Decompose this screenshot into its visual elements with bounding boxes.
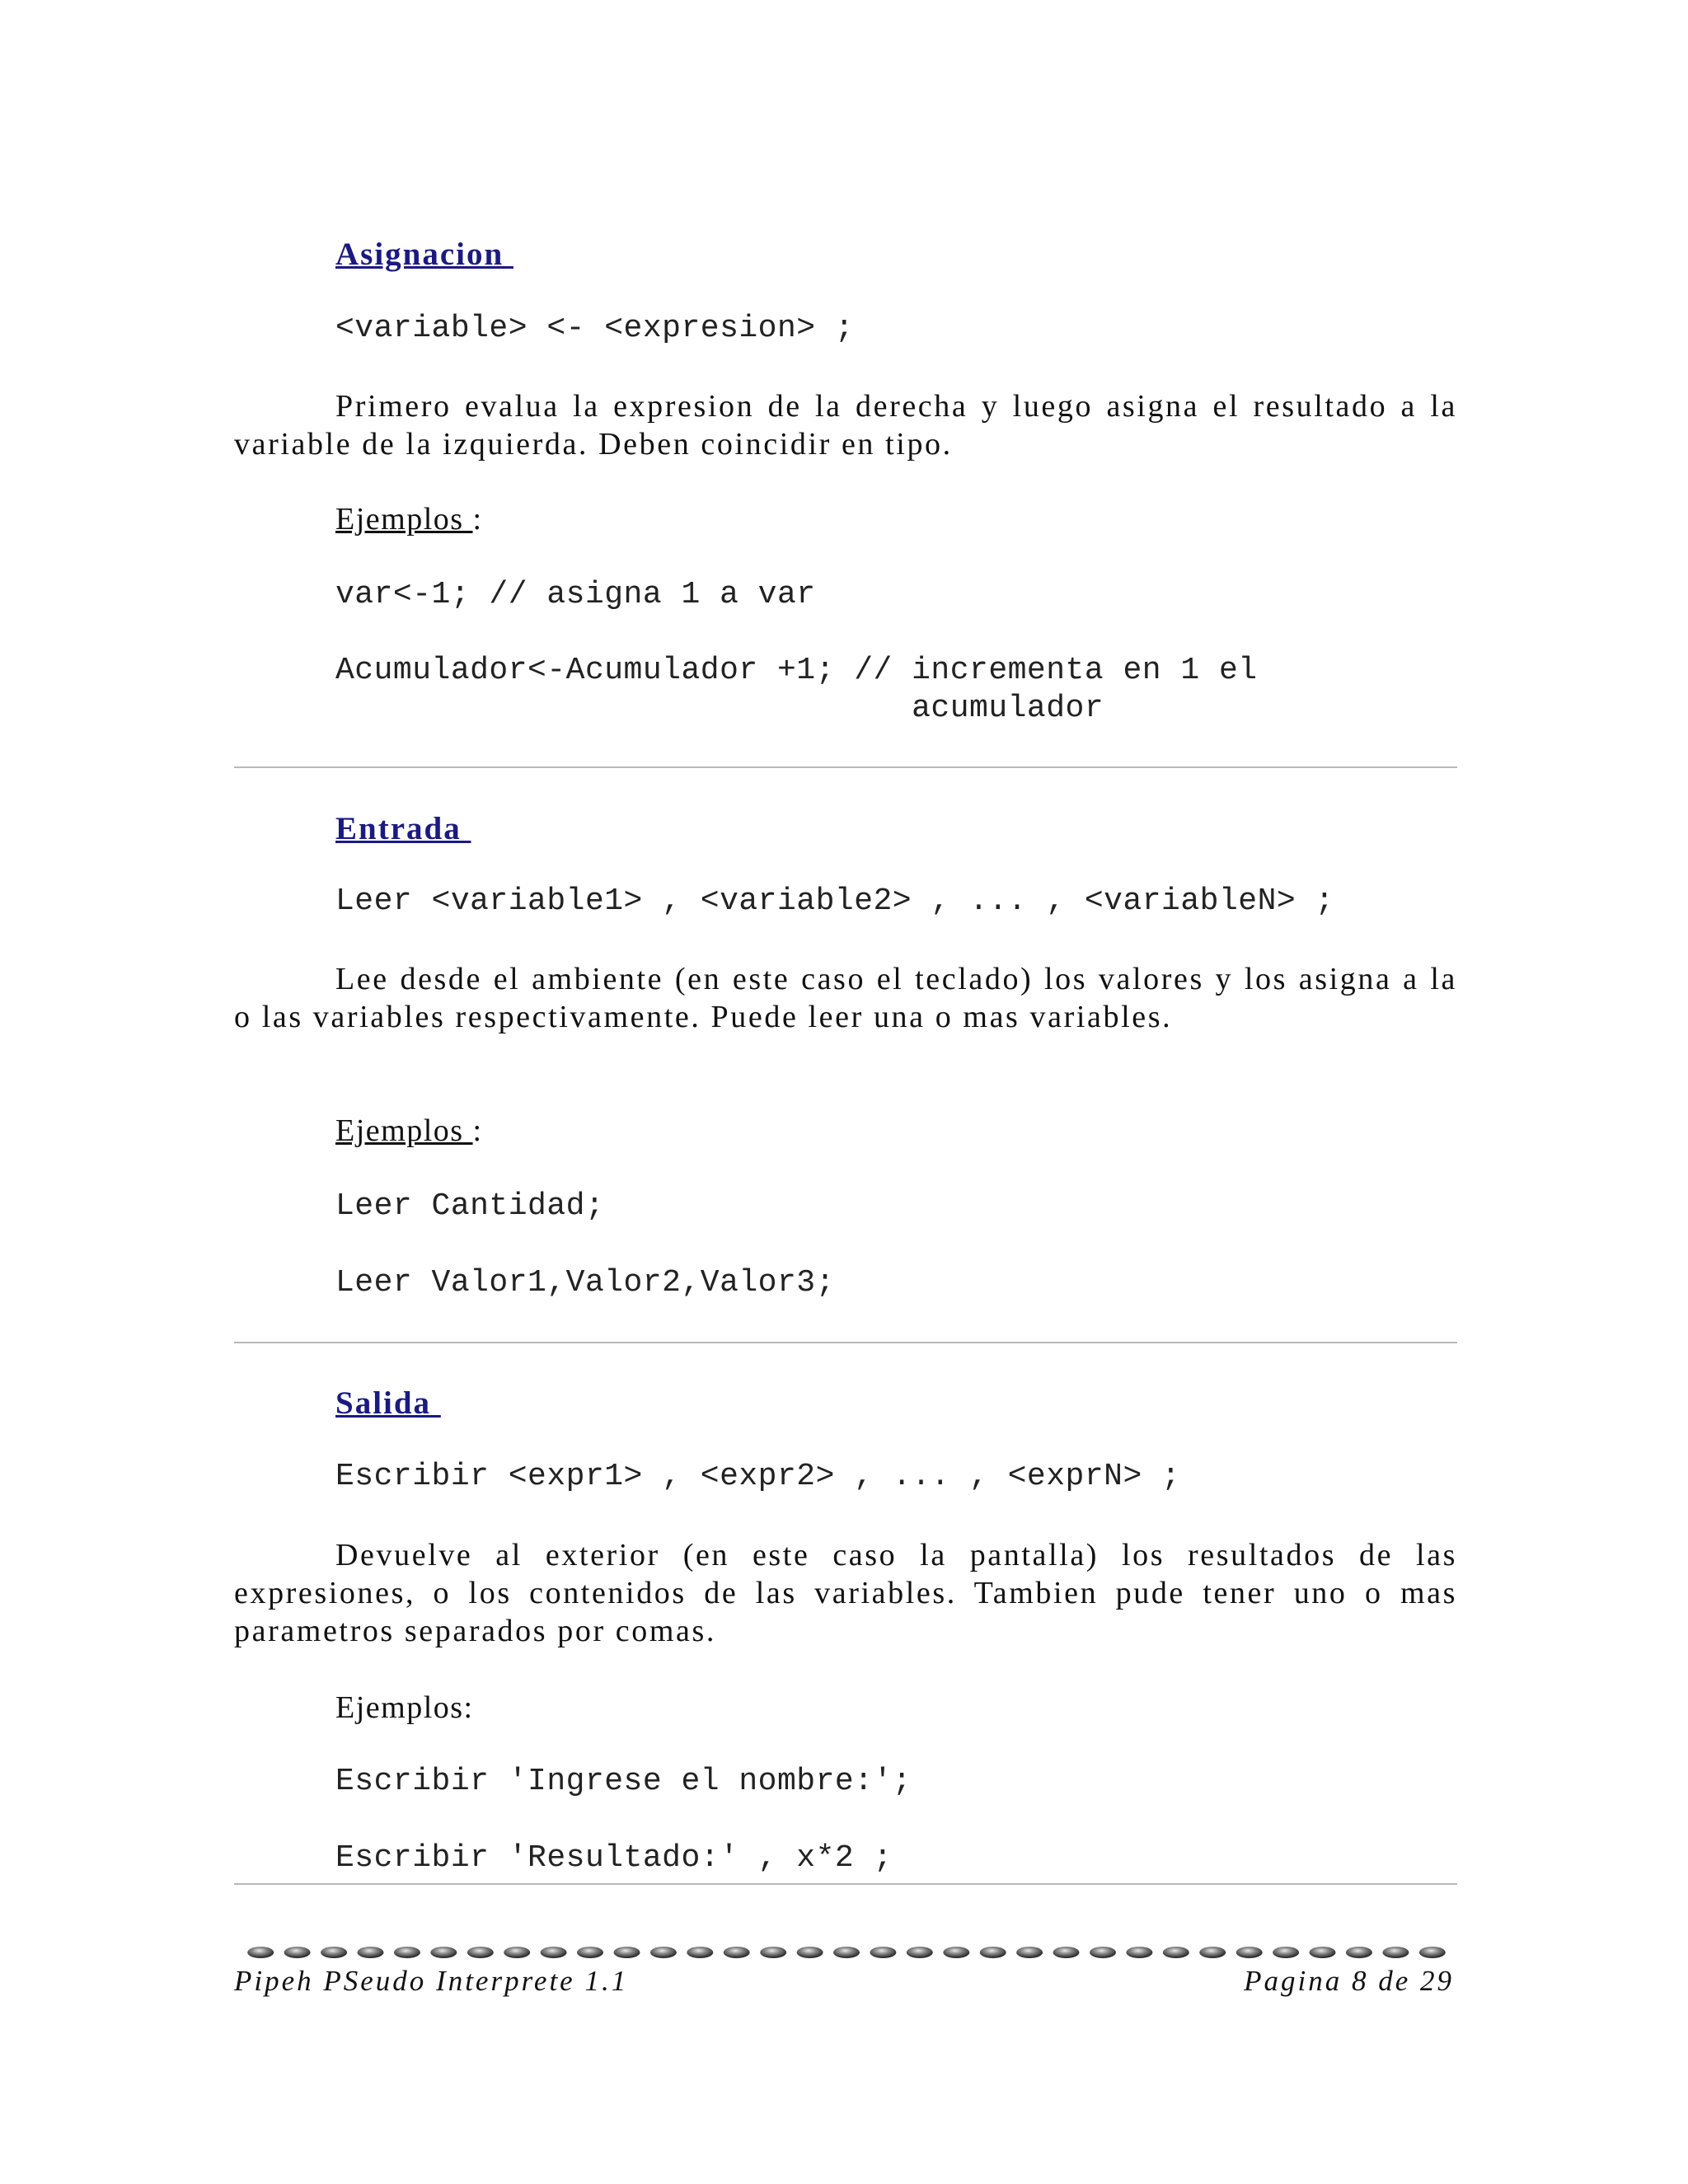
example-line: Leer Cantidad;: [335, 1188, 605, 1224]
bead-ornament: [321, 1947, 347, 1958]
examples-label-entrada: Ejemplos :: [335, 1113, 483, 1148]
bead-ornament: [724, 1947, 750, 1958]
section-heading-entrada: Entrada: [335, 811, 471, 846]
example-line: acumulador: [335, 691, 1104, 726]
bead-ornament: [614, 1947, 640, 1958]
bead-ornament: [687, 1947, 713, 1958]
bead-ornament: [1419, 1947, 1446, 1958]
section-heading-asignacion: Asignacion: [335, 237, 513, 272]
bead-ornament: [650, 1947, 677, 1958]
example-line: Leer Valor1,Valor2,Valor3;: [335, 1265, 835, 1301]
bead-ornament: [541, 1947, 567, 1958]
bead-ornament: [247, 1947, 274, 1958]
section-divider: [234, 1342, 1457, 1343]
bead-ornament: [1199, 1947, 1226, 1958]
syntax-entrada: Leer <variable1> , <variable2> , ... , <variableN> ;: [335, 883, 1334, 919]
bead-ornament: [760, 1947, 786, 1958]
bead-ornament: [504, 1947, 530, 1958]
footer-page-number: Pagina 8 de 29: [1244, 1965, 1454, 1997]
bead-ornament: [1090, 1947, 1116, 1958]
bead-ornament: [797, 1947, 823, 1958]
example-line: var<-1; // asigna 1 a var: [335, 577, 816, 612]
bead-ornament: [833, 1947, 860, 1958]
bead-ornament: [430, 1947, 457, 1958]
examples-label-asignacion: Ejemplos :: [335, 502, 483, 537]
section-divider: [234, 766, 1457, 768]
bead-ornament: [1126, 1947, 1152, 1958]
syntax-salida: Escribir <expr1> , <expr2> , ... , <exprN> ;: [335, 1459, 1181, 1494]
bead-ornament: [1382, 1947, 1409, 1958]
bead-ornament: [1273, 1947, 1299, 1958]
document-page: [234, 0, 1457, 2184]
example-line: Acumulador<-Acumulador +1; // incrementa en 1 el: [335, 653, 1258, 688]
example-line: Escribir 'Resultado:' , x*2 ;: [335, 1840, 893, 1876]
decorative-bead-border: [242, 1945, 1451, 1960]
description-salida: Devuelve al exterior (en este caso la pantalla) los resultados de las expresiones, o los contenidos de las variables. Tambien pude tener uno o mas parametros separados por comas.: [234, 1538, 1457, 1648]
example-line: Escribir 'Ingrese el nombre:';: [335, 1764, 912, 1799]
bead-ornament: [1236, 1947, 1263, 1958]
description-entrada: Lee desde el ambiente (en este caso el teclado) los valores y los asigna a la o las variables respectivamente. Puede leer una o mas variables.: [234, 962, 1457, 1034]
bead-ornament: [1346, 1947, 1372, 1958]
bead-ornament: [1163, 1947, 1189, 1958]
bead-ornament: [907, 1947, 933, 1958]
bead-ornament: [1016, 1947, 1043, 1958]
bead-ornament: [943, 1947, 969, 1958]
bead-ornament: [284, 1947, 311, 1958]
description-asignacion: Primero evalua la expresion de la derecha y luego asigna el resultado a la variable de la izquierda. Deben coincidir en tipo.: [234, 389, 1457, 462]
bead-ornament: [980, 1947, 1006, 1958]
footer-document-title: Pipeh PSeudo Interprete 1.1: [234, 1965, 629, 1997]
bead-ornament: [467, 1947, 494, 1958]
bead-ornament: [1310, 1947, 1336, 1958]
bead-ornament: [870, 1947, 896, 1958]
bead-ornament: [358, 1947, 384, 1958]
section-heading-salida: Salida: [335, 1385, 441, 1421]
section-divider: [234, 1883, 1457, 1885]
bead-ornament: [1053, 1947, 1080, 1958]
bead-ornament: [577, 1947, 603, 1958]
examples-label-salida: Ejemplos:: [335, 1690, 474, 1725]
syntax-asignacion: <variable> <- <expresion> ;: [335, 311, 855, 346]
bead-ornament: [394, 1947, 420, 1958]
